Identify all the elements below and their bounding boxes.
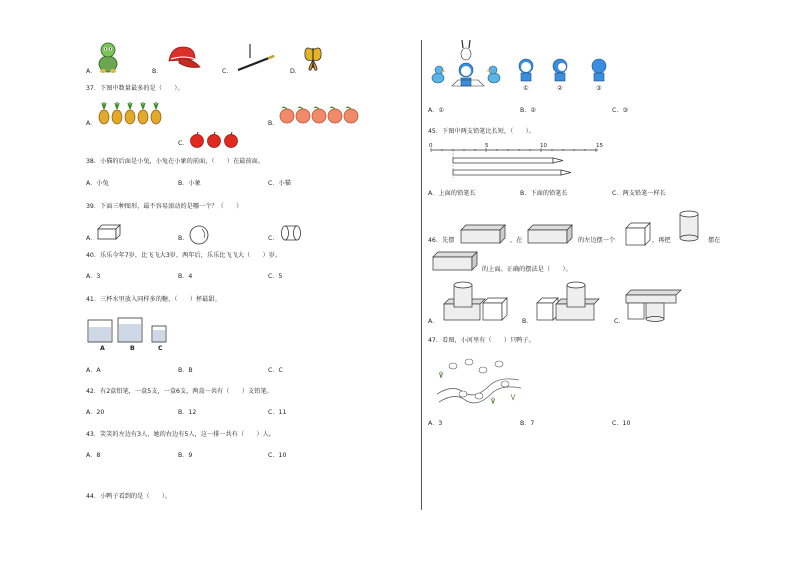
q44-fig-label-1: ① <box>523 85 529 92</box>
q37-option-c[interactable]: C． <box>178 140 189 147</box>
q43-option-a[interactable]: A．8 <box>86 452 101 459</box>
q40-option-b[interactable]: B．4 <box>178 273 193 280</box>
q42-option-c[interactable]: C．11 <box>268 409 287 416</box>
peaches-image <box>279 106 361 124</box>
q46-text-4: ，再把 <box>652 237 671 244</box>
q45-option-c[interactable]: C．两支铅笔一样长 <box>612 190 666 197</box>
q46-text-3: 的左边摆一个 <box>578 237 616 244</box>
q46-arrangement-c <box>625 281 687 323</box>
river-ducks-image <box>433 354 523 410</box>
q46-text-6: 的上面。正确的摆法是（ ）。 <box>482 266 572 273</box>
column-divider <box>421 40 422 510</box>
q44-fig-label-3: ③ <box>596 85 602 92</box>
q43-option-b[interactable]: B．9 <box>178 452 193 459</box>
q37-option-b[interactable]: B． <box>268 120 279 127</box>
q44-option-c[interactable]: C．③ <box>612 107 629 114</box>
q42-option-a[interactable]: A．20 <box>86 409 105 416</box>
turtle-image <box>97 40 119 74</box>
q38-option-a[interactable]: A．小兔 <box>86 180 109 187</box>
q41-option-c[interactable]: C．C <box>268 367 283 374</box>
q36-option-c[interactable]: C． <box>222 68 233 75</box>
q36-option-d[interactable]: D． <box>290 68 301 75</box>
q46-option-a[interactable]: A． <box>428 318 439 325</box>
q45-option-a[interactable]: A．上面的铅笔长 <box>428 190 476 197</box>
apples-image <box>190 132 242 148</box>
q38-option-b[interactable]: B．小象 <box>178 180 201 187</box>
q46-option-c[interactable]: C． <box>614 318 625 325</box>
cuboid-block-2 <box>527 224 573 244</box>
q46-text-2: ，在 <box>510 237 523 244</box>
cylinder-shape <box>280 224 302 242</box>
q36-option-b[interactable]: B． <box>152 68 163 75</box>
q42-option-b[interactable]: B．12 <box>178 409 197 416</box>
cap-image <box>165 45 201 71</box>
butterfly-image <box>302 44 324 74</box>
q45-option-b[interactable]: B．下面的铅笔长 <box>520 190 568 197</box>
q39-option-a[interactable]: A． <box>86 235 97 242</box>
q40-question: 40．乐乐今年7岁，比飞飞大3岁，两年后，乐乐比飞飞大（ ）岁。 <box>86 252 282 259</box>
q45-question: 45．下图中两支铅笔比长短，（ ）。 <box>428 128 535 135</box>
q41-option-a[interactable]: A．A <box>86 367 101 374</box>
q47-question: 47．看图，小河里有（ ）只鸭子。 <box>428 337 535 344</box>
q38-option-c[interactable]: C．小猫 <box>268 180 291 187</box>
q47-option-c[interactable]: C．10 <box>612 420 631 427</box>
cup-label-a: A <box>100 345 105 352</box>
q47-option-a[interactable]: A．3 <box>428 420 443 427</box>
q40-option-c[interactable]: C．5 <box>268 273 283 280</box>
q44-option-a[interactable]: A．① <box>428 107 444 114</box>
q46-arrangement-b <box>536 281 602 323</box>
q36-option-a[interactable]: A． <box>86 68 97 75</box>
q44-question: 44．小鸭子看到的是（ ）。 <box>86 493 172 500</box>
ruler-tick-5: 5 <box>485 143 489 149</box>
q44-option-b[interactable]: B．② <box>520 107 536 114</box>
pineapples-image <box>98 103 164 125</box>
q43-option-c[interactable]: C．10 <box>268 452 287 459</box>
cylinder-block <box>679 210 699 242</box>
q37-option-a[interactable]: A． <box>86 120 97 127</box>
q46-option-b[interactable]: B． <box>522 318 533 325</box>
q40-option-a[interactable]: A．3 <box>86 273 101 280</box>
q38-question: 38．小猫的后面是小兔，小兔在小象的前面，（ ）在最前面。 <box>86 158 265 165</box>
cuboid-shape <box>97 224 121 240</box>
q41-option-b[interactable]: B．B <box>178 367 193 374</box>
ruler-tick-15: 15 <box>596 143 603 149</box>
q41-question: 41．三杯水里放入同样多的糖，（ ）杯最甜。 <box>86 296 221 303</box>
q43-question: 43．笑笑的左边有3人，她的右边有5人，这一排一共有（ ）人。 <box>86 431 275 438</box>
cube-block <box>625 222 651 246</box>
q46-text-1: 46．先摆 <box>428 237 455 244</box>
q47-option-b[interactable]: B．7 <box>520 420 535 427</box>
q37-question: 37．下图中数量最多的是（ ）。 <box>86 85 184 92</box>
sphere-shape <box>189 225 209 245</box>
q44-fig-label-2: ② <box>557 85 563 92</box>
pen-image <box>234 42 276 72</box>
cup-label-b: B <box>130 345 135 352</box>
q39-option-c[interactable]: C． <box>268 235 279 242</box>
ruler-tick-0: 0 <box>429 143 433 149</box>
cup-label-c: C <box>158 345 163 352</box>
q46-text-5: 摆在 <box>708 237 721 244</box>
q44-figure <box>430 40 610 92</box>
q39-question: 39．下面三种图形，最不容易滚动的是哪一个？（ ） <box>86 203 243 210</box>
q39-option-b[interactable]: B． <box>178 235 189 242</box>
q46-arrangement-a <box>443 281 509 323</box>
pencils-ruler-figure <box>430 148 605 182</box>
cuboid-block-1 <box>460 224 506 244</box>
cuboid-block-3 <box>432 251 478 271</box>
ruler-tick-10: 10 <box>540 143 547 149</box>
q42-question: 42．有2盒铅笔，一盒5支，一盒6支，两盒一共有（ ）支铅笔。 <box>86 388 273 395</box>
